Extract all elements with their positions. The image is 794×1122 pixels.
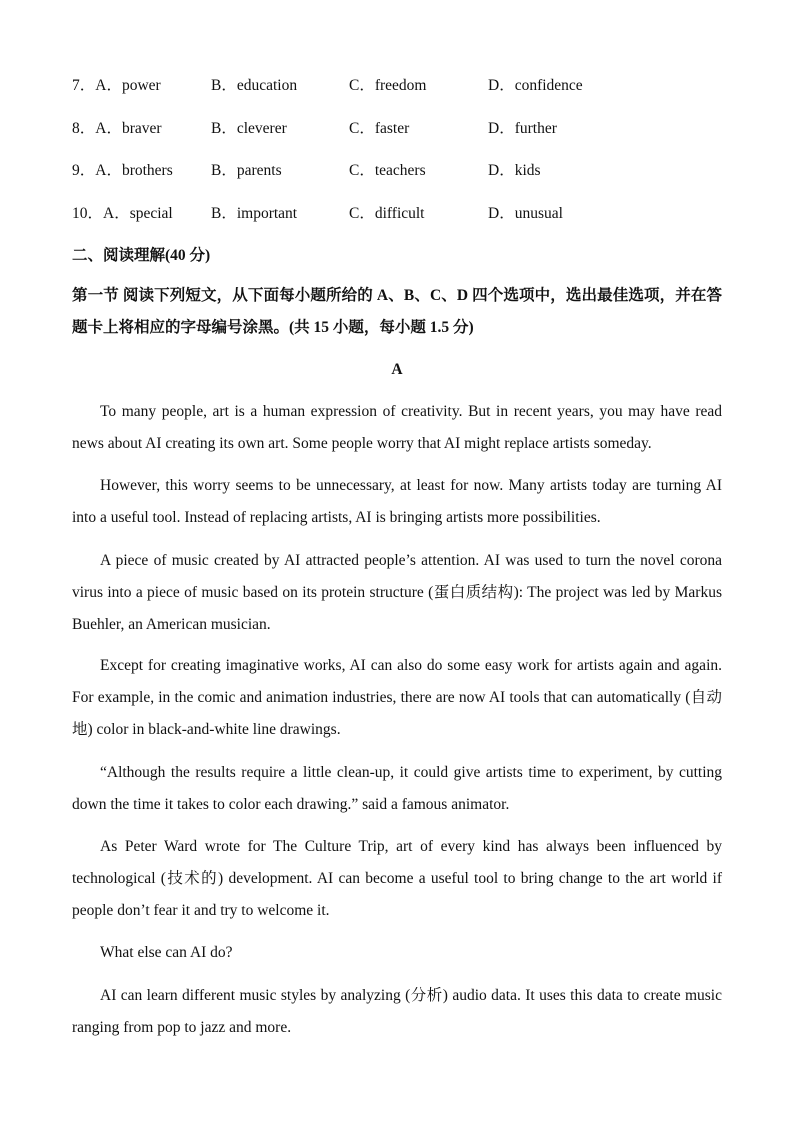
- option-10d: D．unusual: [488, 205, 563, 222]
- paragraph-2: However, this worry seems to be unnecessary, at least for now. Many artists today are turning AI into a useful tool. Instead of replacing artists, AI is bringing artists more possibilities.: [72, 477, 722, 526]
- question-10-options: [0, 201, 794, 225]
- question-7-options: [0, 73, 794, 97]
- option-10a: 10．A．special: [72, 205, 173, 222]
- option-7b: B．education: [211, 77, 298, 94]
- paragraph-5: “Although the results require a little clean-up, it could give artists time to experiment, by cutting down the time it takes to color each drawing.” said a famous animator.: [72, 764, 722, 813]
- option-8b: B．cleverer: [211, 120, 287, 137]
- option-10b: B．important: [211, 205, 298, 222]
- section-heading: 二、阅读理解(40 分): [72, 247, 211, 264]
- paragraph-7: What else can AI do?: [100, 944, 233, 961]
- option-9c: C．teachers: [349, 162, 426, 179]
- option-8d: D．further: [488, 120, 557, 137]
- option-8a: 8．A．braver: [72, 120, 162, 137]
- paragraph-1: To many people, art is a human expression of creativity. But in recent years, you may have read news about AI creating its own art. Some people worry that AI might replace artists someday.: [72, 403, 722, 452]
- option-9a: 9．A．brothers: [72, 162, 173, 179]
- option-7a: 7．A．power: [72, 77, 161, 94]
- paragraph-3: A piece of music created by AI attracted people’s attention. AI was used to turn the novel corona virus into a piece of music based on its protein structure (蛋白质结构): The project was led by Markus Buehler, an American musician.: [72, 552, 722, 633]
- option-9b: B．parents: [211, 162, 282, 179]
- question-8-options: [0, 116, 794, 140]
- paragraph-8: AI can learn different music styles by analyzing (分析) audio data. It uses this data to create music ranging from pop to jazz and more.: [72, 987, 722, 1036]
- question-9-options: [0, 158, 794, 182]
- section-instruction: 第一节 阅读下列短文，从下面每小题所给的 A、B、C、D 四个选项中，选出最佳选项，并在答题卡上将相应的字母编号涂黑。(共 15 小题，每小题 1.5 分): [72, 287, 722, 336]
- option-7d: D．confidence: [488, 77, 583, 94]
- option-7c: C．freedom: [349, 77, 427, 94]
- passage-title: A: [391, 361, 403, 378]
- option-8c: C．faster: [349, 120, 410, 137]
- paragraph-4: Except for creating imaginative works, AI can also do some easy work for artists again and again. For example, in the comic and animation industries, there are now AI tools that can automatically (自动地) color in black-and-white line drawings.: [72, 657, 722, 738]
- option-10c: C．difficult: [349, 205, 425, 222]
- option-9d: D．kids: [488, 162, 541, 179]
- paragraph-6: As Peter Ward wrote for The Culture Trip, art of every kind has always been influenced by technological (技术的) development. AI can become a useful tool to bring change to the art world if people don’t fear it and try to welcome it.: [72, 838, 722, 919]
